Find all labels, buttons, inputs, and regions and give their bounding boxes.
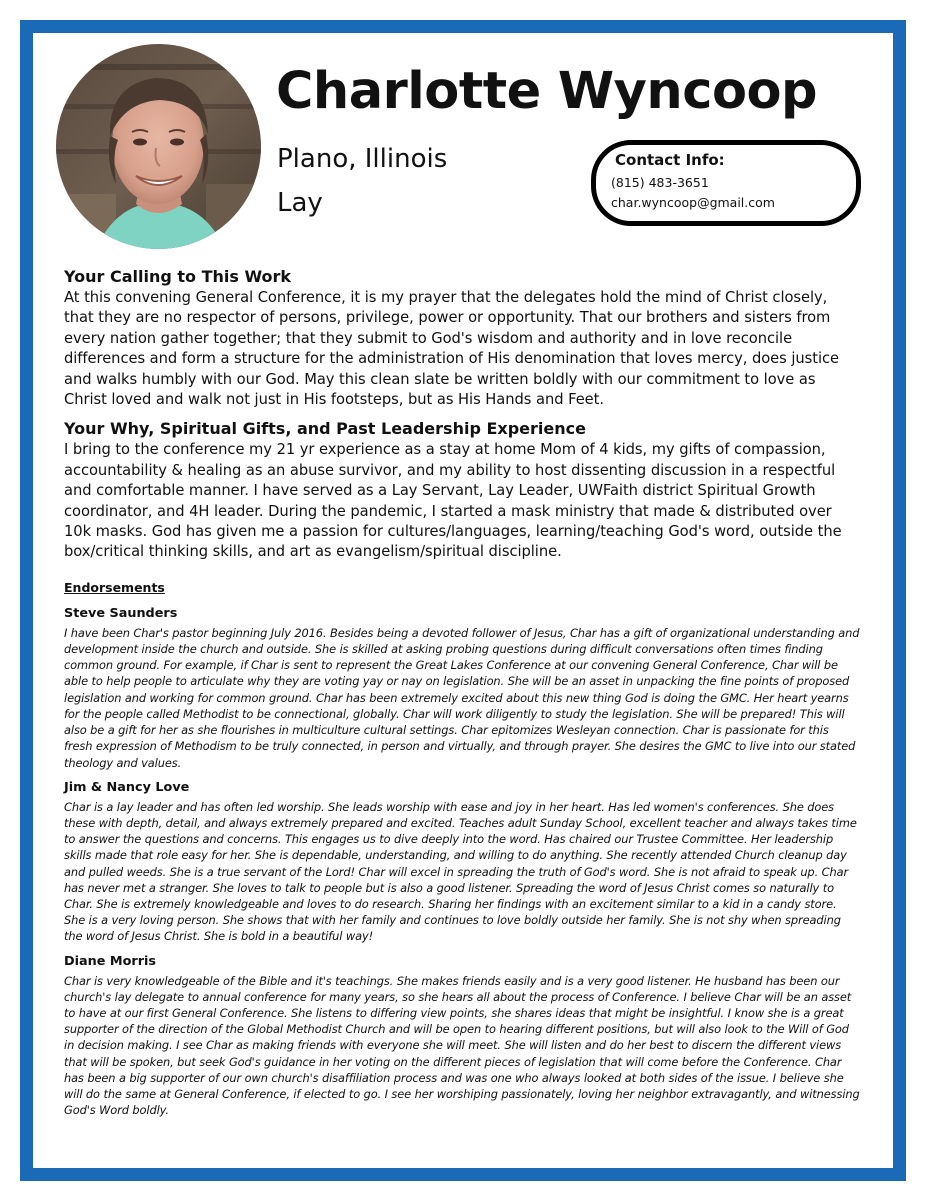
- profile-photo: [56, 44, 261, 249]
- contact-title: Contact Info:: [615, 151, 725, 169]
- endorsement-text: I have been Char's pastor beginning July 2016. Besides being a devoted follower of Jesus, Char has a gift of organizational understanding and development inside the church and outside. She is skilled at asking probing questions during difficult conversations often times finding common ground. For example, if Char is sent to represent the Great Lakes Conference at our convening General Conference, Char will be able to help people to articulate why they are voting yay or nay on legislation. She will be an asset in unpacking the fine points of proposed legislation and working for common ground. Char has been extremely excited about this new thing God is doing the GMC. Her heart yearns for the people called Methodist to be connectional, globally. Char will work diligently to study the legislation. She will be prepared! This will also be a gift for her as she flourishes in multiculture cultural settings. Char epitomizes Wesleyan connection. Char is passionate for this fresh expression of Methodism to be truly connected, in person and virtually, and through prayer. She desires the GMC to live into our stated theology and values.: [64, 625, 860, 770]
- endorsement-item: [64, 779, 860, 945]
- contact-phone[interactable]: (815) 483-3651: [611, 175, 709, 190]
- main-content: [64, 266, 860, 1126]
- endorser-name: Steve Saunders: [64, 605, 178, 621]
- portrait-illustration: [56, 44, 261, 249]
- endorsement-text: Char is very knowledgeable of the Bible and it's teachings. She makes friends easily and is a very good listener. He husband has been our church's lay delegate to annual conference for many years, so she hears all about the process of Conference. I believe Char will be an asset to have at our first General Conference. She listens to differing view points, she shares ideas that might be insightful. I know she is a great supporter of the direction of the Global Methodist Church and will be open to hearing different positions, but will also look to the Will of God in decision making. I see Char as making friends with everyone she will meet. She will listen and do her best to discern the different views that will be spoken, but seek God's guidance in her voting on the different pieces of legislation that will come before the Conference. Char has been a big supporter of our own church's disaffiliation process and was one who always looked at both sides of the issue. I believe she will do the same at General Conference, if elected to go. I see her worshiping passionately, loving her neighbor extravagantly, and witnessing God's Word boldly.: [64, 973, 860, 1118]
- endorsement-item: [64, 605, 860, 771]
- candidate-location: Plano, Illinois: [277, 144, 448, 174]
- endorsement-text: Char is a lay leader and has often led worship. She leads worship with ease and joy in her heart. Has led women's conferences. She does these with depth, detail, and always extremely prepared and excited. Teaches adult Sunday School, excellent teacher and always takes time to answer the questions and concerns. This engages us to dive deeply into the word. Has chaired our Trustee Committee. Her leadership skills made that role easy for her. She is dependable, understanding, and willing to do anything. She recently attended Church cleanup day and pulled weeds. She is a true servant of the Lord! Char will excel in spreading the truth of God's word. She is not afraid to speak up. Char has never met a stranger. She loves to talk to people but is also a good listener. Spreading the word of Jesus Christ comes so naturally to Char. She is extremely knowledgeable and loves to do research. Sharing her findings with an excitement similar to a kid in a candy store. She is a very loving person. She shows that with her family and continues to love boldly outside her family. She is not shy when spreading the word of Jesus Christ. She is bold in a beautiful way!: [64, 799, 857, 944]
- candidate-role: Lay: [277, 188, 323, 218]
- endorser-name: Diane Morris: [64, 953, 157, 969]
- calling-body: At this convening General Conference, it is my prayer that the delegates hold the mind of Christ closely, that they are no respector of persons, privilege, power or opportunity. That our brothers and sisters from every nation gather together; that they submit to God's wisdom and authority and in love reconcile differences and form a structure for the administration of His denomination that loves mercy, does justice and walks humbly with our God. May this clean slate be written boldly with our commitment to love as Christ loved and walk not just in His footsteps, but as His Hands and Feet.: [64, 289, 840, 409]
- candidate-name: Charlotte Wyncoop: [276, 62, 818, 121]
- endorsements-heading: Endorsements: [64, 579, 165, 595]
- why-body: I bring to the conference my 21 yr experience as a stay at home Mom of 4 kids, my gifts of compassion, accountability & healing as an abuse survivor, and my ability to host dissenting discussion in a respectful and comfortable manner. I have served as a Lay Servant, Lay Leader, UWFaith district Spiritual Growth coordinator, and 4H leader. During the pandemic, I started a mask ministry that made & distributed over 10k masks. God has given me a passion for cultures/languages, learning/teaching God's word, outside the box/critical thinking skills, and art as evangelism/spiritual discipline.: [64, 441, 842, 561]
- endorser-name: Jim & Nancy Love: [64, 779, 190, 795]
- calling-heading: Your Calling to This Work: [64, 267, 292, 286]
- contact-box: [591, 140, 861, 226]
- contact-email[interactable]: char.wyncoop@gmail.com: [611, 195, 775, 210]
- why-heading: Your Why, Spiritual Gifts, and Past Leadership Experience: [64, 419, 586, 439]
- endorsement-item: [64, 953, 860, 1119]
